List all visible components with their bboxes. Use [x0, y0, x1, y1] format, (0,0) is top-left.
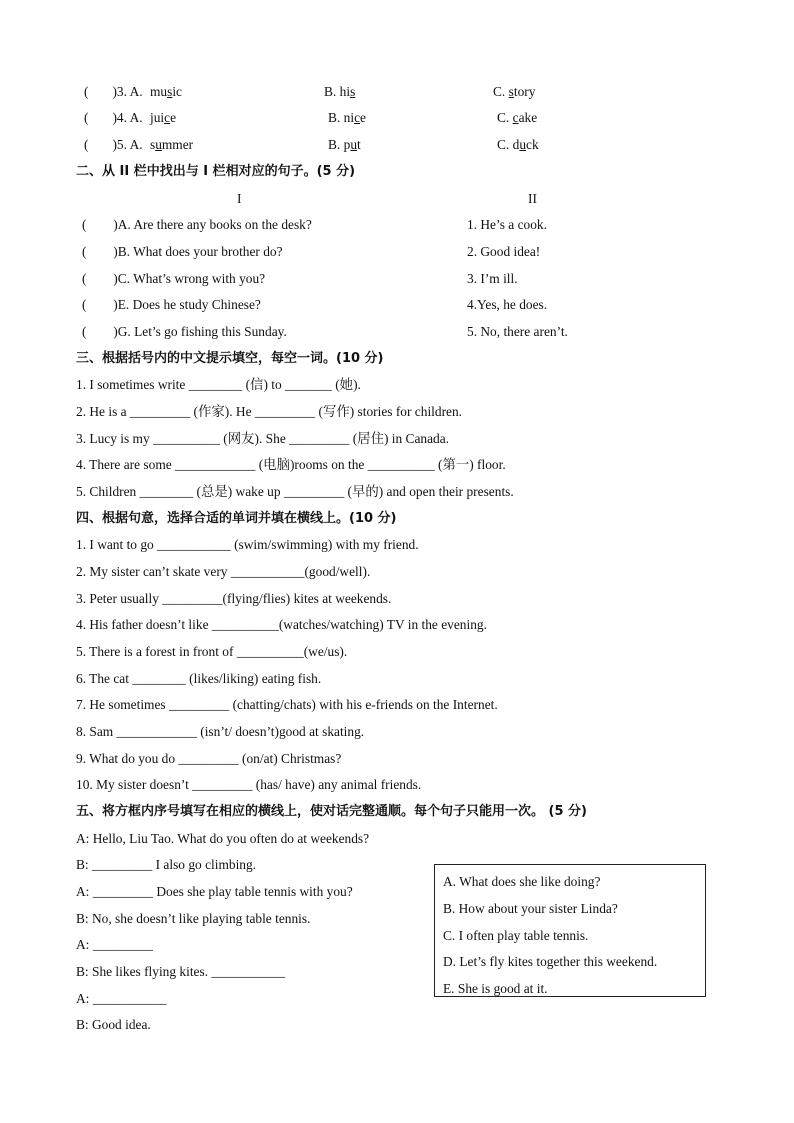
- choice-line-10: 10. My sister doesn’t _________ (has/ have) any animal friends.: [76, 777, 422, 792]
- choice-line-9: 9. What do you do _________ (on/at) Christmas?: [76, 751, 342, 766]
- option-a: A. What does she like doing?: [443, 874, 601, 889]
- section-4-heading: 四、根据句意，选择合适的单词并填在横线上。(10 分): [76, 511, 397, 526]
- p1-item-3-c: C. story: [493, 84, 536, 99]
- match-right-3: 3. I’m ill.: [467, 271, 518, 286]
- match-left-c: ( )C. What’s wrong with you?: [82, 271, 266, 286]
- column-ii-header: II: [528, 191, 537, 206]
- choice-line-8: 8. Sam ____________ (isn’t/ doesn’t)good at skating.: [76, 724, 365, 739]
- dialogue-line-7: A: ___________: [76, 991, 167, 1006]
- choice-line-5: 5. There is a forest in front of __________(we/us).: [76, 644, 348, 659]
- dialogue-line-1: A: Hello, Liu Tao. What do you often do at weekends?: [76, 831, 370, 846]
- match-left-b: ( )B. What does your brother do?: [82, 244, 283, 259]
- p1-item-3: [84, 83, 182, 101]
- dialogue-line-4: B: No, she doesn’t like playing table tennis.: [76, 911, 311, 926]
- option-e: E. She is good at it.: [443, 981, 548, 996]
- match-left-e: ( )E. Does he study Chinese?: [82, 297, 261, 312]
- section-5-heading: 五、将方框内序号填写在相应的横线上，使对话完整通顺。每个句子只能用一次。 (5 分): [76, 804, 587, 819]
- p1-item-3-b: B. his: [324, 84, 356, 99]
- fill-line-1: 1. I sometimes write ________ (信) to _______ (她).: [76, 377, 361, 392]
- p1-item-4: ( )4. A. juice: [84, 110, 177, 125]
- dialogue-line-3: A: _________ Does she play table tennis with you?: [76, 884, 353, 899]
- p1-item-5: ( )5. A. summer: [84, 137, 194, 152]
- p1-item-4-b: B. nice: [328, 110, 366, 125]
- match-right-4: 4.Yes, he does.: [467, 297, 548, 312]
- p1-item-5-c: C. duck: [497, 137, 539, 152]
- match-left-g: ( )G. Let’s go fishing this Sunday.: [82, 324, 287, 339]
- item-number: )3. A.: [112, 84, 143, 99]
- dialogue-line-2: B: _________ I also go climbing.: [76, 857, 257, 872]
- fill-line-4: 4. There are some ____________ (电脑)rooms on the __________ (第一) floor.: [76, 457, 506, 472]
- choice-line-2: 2. My sister can’t skate very ___________(good/well).: [76, 564, 371, 579]
- options-box: [434, 864, 706, 997]
- fill-line-2: 2. He is a _________ (作家). He _________ (写作) stories for children.: [76, 404, 463, 419]
- open-paren: (: [84, 84, 89, 99]
- section-3-heading: 三、根据括号内的中文提示填空，每空一词。(10 分): [76, 351, 384, 366]
- dialogue-line-8: B: Good idea.: [76, 1017, 151, 1032]
- option-c: C. I often play table tennis.: [443, 928, 589, 943]
- match-right-1: 1. He’s a cook.: [467, 217, 547, 232]
- choice-line-3: 3. Peter usually _________(flying/flies) kites at weekends.: [76, 591, 392, 606]
- choice-line-1: 1. I want to go ___________ (swim/swimming) with my friend.: [76, 537, 419, 552]
- match-left-a: ( )A. Are there any books on the desk?: [82, 217, 312, 232]
- dialogue-line-5: A: _________: [76, 937, 153, 952]
- fill-line-3: 3. Lucy is my __________ (网友). She _________ (居住) in Canada.: [76, 431, 450, 446]
- p1-item-4-c: C. cake: [497, 110, 538, 125]
- match-right-2: 2. Good idea!: [467, 244, 541, 259]
- match-right-5: 5. No, there aren’t.: [467, 324, 568, 339]
- section-2-heading: 二、从 II 栏中找出与 I 栏相对应的句子。(5 分): [76, 164, 356, 179]
- choice-line-4: 4. His father doesn’t like __________(watches/watching) TV in the evening.: [76, 617, 487, 632]
- choice-line-7: 7. He sometimes _________ (chatting/chats) with his e-friends on the Internet.: [76, 697, 498, 712]
- option-a: music: [149, 84, 182, 99]
- option-d: D. Let’s fly kites together this weekend.: [443, 954, 658, 969]
- dialogue-line-6: B: She likes flying kites. ___________: [76, 964, 286, 979]
- choice-line-6: 6. The cat ________ (likes/liking) eating fish.: [76, 671, 322, 686]
- option-b: B. How about your sister Linda?: [443, 901, 618, 916]
- p1-item-5-b: B. put: [328, 137, 361, 152]
- column-i-header: I: [237, 191, 242, 206]
- fill-line-5: 5. Children ________ (总是) wake up _________ (早的) and open their presents.: [76, 484, 514, 499]
